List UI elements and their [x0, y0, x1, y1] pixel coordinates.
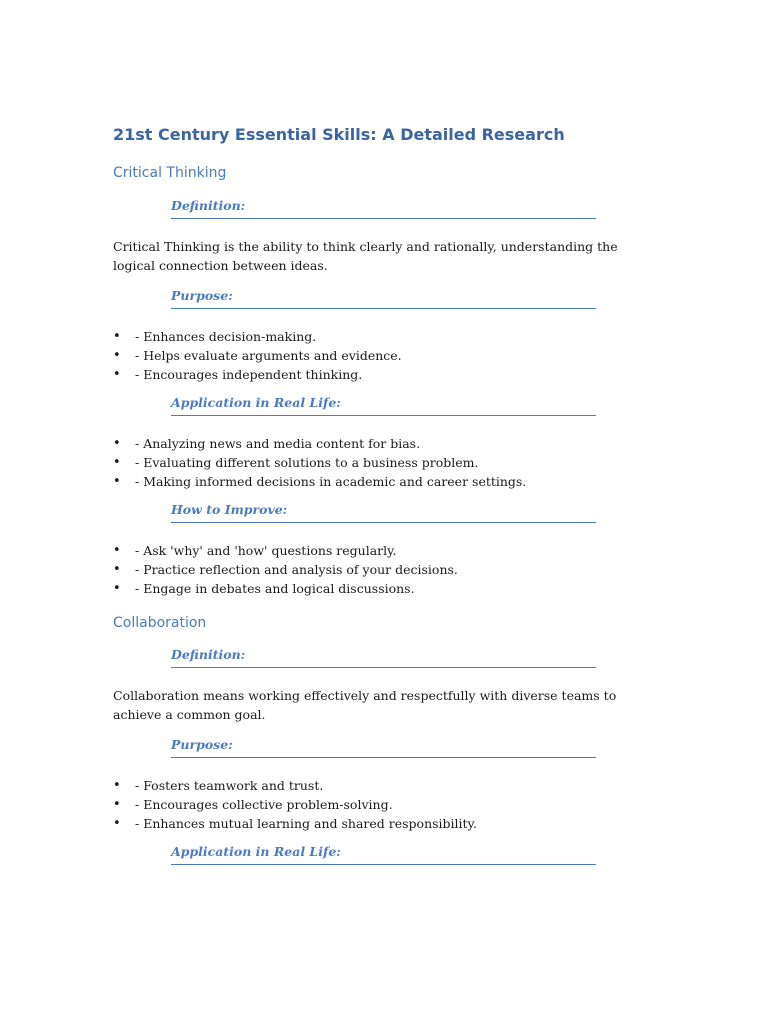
application-list — [113, 434, 653, 491]
list-item: • - Fosters teamwork and trust. — [113, 778, 324, 793]
document-page — [113, 124, 653, 865]
bullet-icon: • — [113, 348, 121, 363]
bullet-icon: • — [113, 543, 121, 558]
bullet-icon: • — [113, 562, 121, 577]
list-item: • - Making informed decisions in academic and career settings. — [113, 474, 527, 489]
bullet-icon: • — [113, 436, 121, 451]
list-item: • - Analyzing news and media content for bias. — [113, 436, 421, 451]
section-heading: Critical Thinking — [113, 165, 227, 181]
bullet-icon: • — [113, 474, 121, 489]
subheading-purpose: Purpose: — [171, 288, 596, 309]
bullet-icon: • — [113, 329, 121, 344]
bullet-icon: • — [113, 778, 121, 793]
improve-list — [113, 541, 653, 598]
subheading-application: Application in Real Life: — [171, 844, 596, 865]
list-item: • - Helps evaluate arguments and evidence. — [113, 348, 402, 363]
subheading-definition: Definition: — [171, 198, 596, 219]
document-title: 21st Century Essential Skills: A Detailed Research — [113, 125, 565, 144]
bullet-icon: • — [113, 816, 121, 831]
section-critical-thinking — [113, 163, 653, 598]
subheading-application: Application in Real Life: — [171, 395, 596, 416]
subheading-definition: Definition: — [171, 647, 596, 668]
list-item: • - Encourages independent thinking. — [113, 367, 363, 382]
bullet-icon: • — [113, 581, 121, 596]
definition-paragraph: Collaboration means working effectively and respectfully with diverse teams to achieve a common goal. — [113, 688, 617, 722]
list-item: • - Encourages collective problem-solving. — [113, 797, 393, 812]
definition-paragraph: Critical Thinking is the ability to think clearly and rationally, understanding the logical connection between ideas. — [113, 239, 618, 273]
list-item: • - Engage in debates and logical discussions. — [113, 581, 415, 596]
list-item: • - Evaluating different solutions to a business problem. — [113, 455, 479, 470]
purpose-list — [113, 327, 653, 384]
section-heading: Collaboration — [113, 615, 207, 631]
bullet-icon: • — [113, 797, 121, 812]
subheading-purpose: Purpose: — [171, 737, 596, 758]
section-collaboration — [113, 613, 653, 865]
bullet-icon: • — [113, 455, 121, 470]
bullet-icon: • — [113, 367, 121, 382]
list-item: • - Practice reflection and analysis of your decisions. — [113, 562, 458, 577]
subheading-how-to-improve: How to Improve: — [171, 502, 596, 523]
purpose-list — [113, 776, 653, 833]
list-item: • - Enhances decision-making. — [113, 329, 317, 344]
list-item: • - Ask 'why' and 'how' questions regularly. — [113, 543, 397, 558]
list-item: • - Enhances mutual learning and shared responsibility. — [113, 816, 477, 831]
